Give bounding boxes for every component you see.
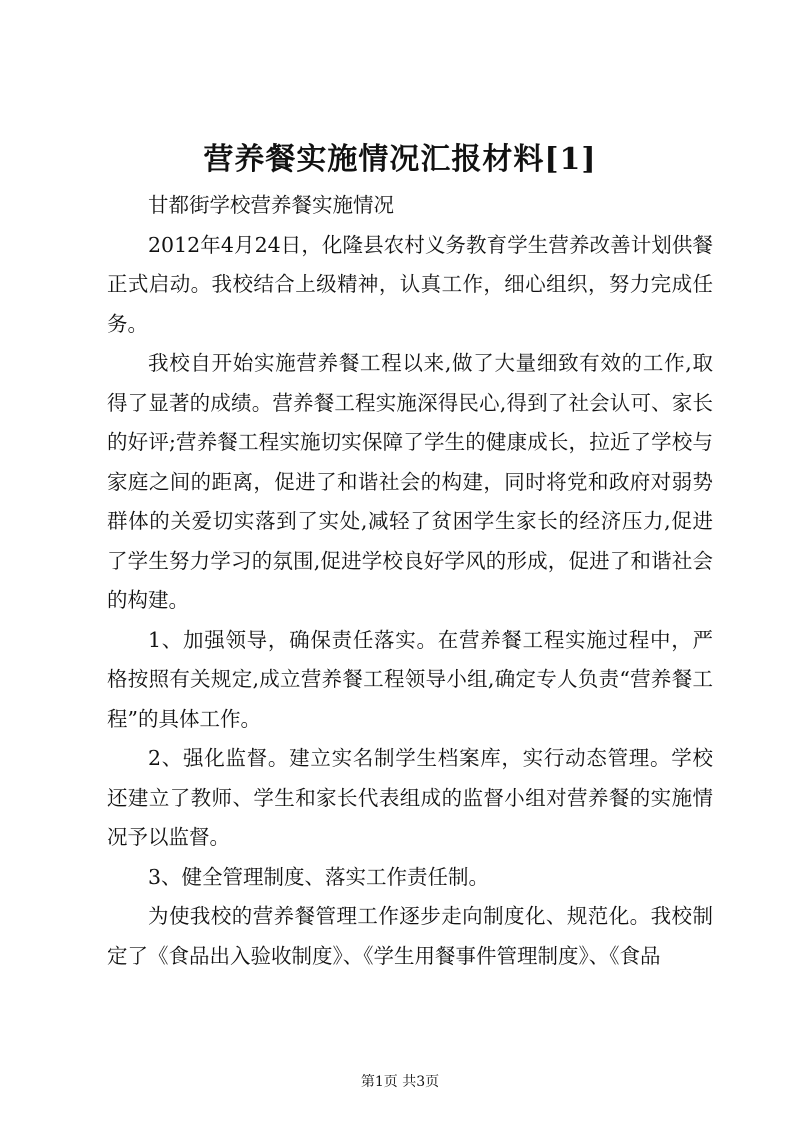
document-title: 营养餐实施情况汇报材料[1] — [203, 142, 597, 177]
page-number-footer: 第1页 共3页 — [360, 1074, 440, 1090]
paragraph-achievements: 我校自开始实施营养餐工程以来,做了大量细致有效的工作,取得了显著的成绩。营养餐工程实施深得民心,得到了社会认可、家长的好评;营养餐工程实施切实保障了学生的健康成长，拉近了学校与家庭之间的距离，促进了和谐社会的构建，同时将党和政府对弱势群体的关爱切实落到了实处,减轻了贫困学生家长的经济压力,促进了学生努力学习的氛围,促进学校良好学风的形成，促进了和谐社会的构建。 — [107, 351, 713, 612]
paragraph-supervision: 2、强化监督。建立实名制学生档案库，实行动态管理。学校还建立了教师、学生和家长代表组成的监督小组对营养餐的实施情况予以监督。 — [107, 746, 713, 849]
paragraph-subtitle: 甘都街学校营养餐实施情况 — [148, 193, 394, 217]
paragraph-leadership: 1、加强领导，确保责任落实。在营养餐工程实施过程中，严格按照有关规定,成立营养餐工程领导小组,确定专人负责“营养餐工程”的具体工作。 — [107, 627, 713, 731]
paragraph-management-heading: 3、健全管理制度、落实工作责任制。 — [148, 864, 490, 889]
document-body — [107, 186, 713, 976]
paragraph-regulations: 为使我校的营养餐管理工作逐步走向制度化、规范化。我校制定了《食品出入验收制度》、《学生用餐事件管理制度》、《食品 — [107, 904, 713, 968]
paragraph-launch: 2012年4月24日，化隆县农村义务教育学生营养改善计划供餐正式启动。我校结合上级精神，认真工作，细心组织，努力完成任务。 — [107, 232, 713, 336]
